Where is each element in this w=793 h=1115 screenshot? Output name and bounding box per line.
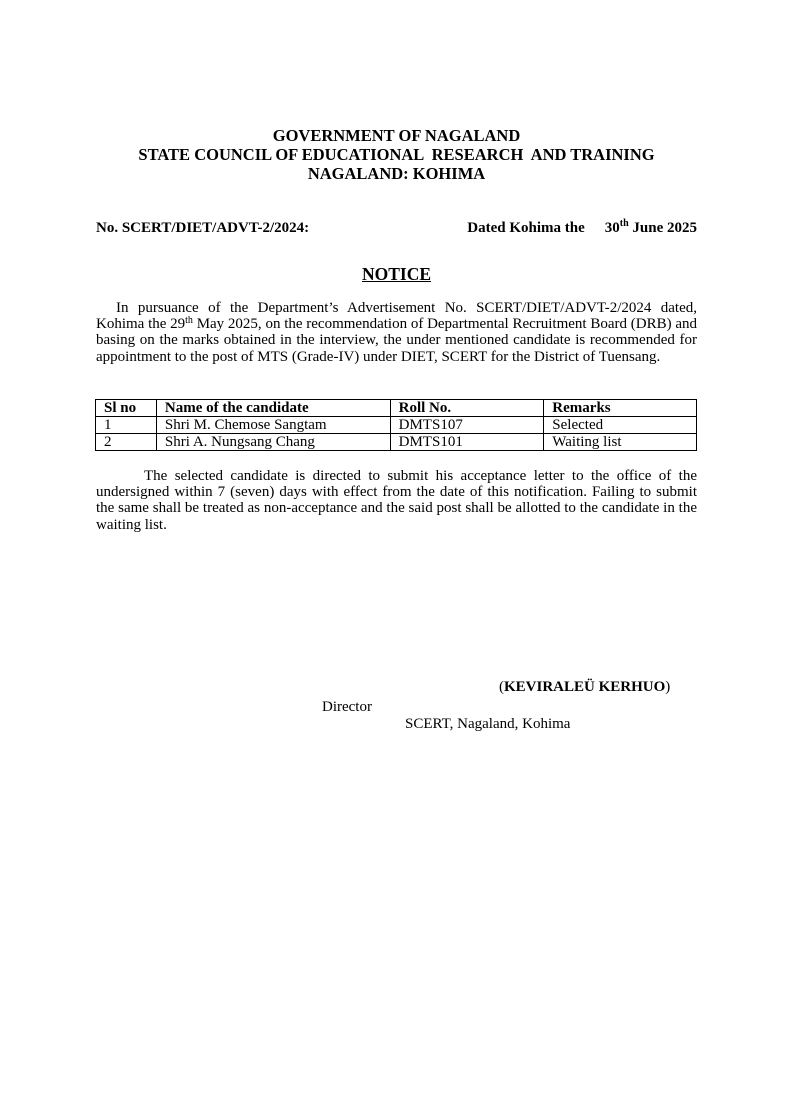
cell-roll-no: DMTS107	[390, 417, 544, 434]
letterhead-council: STATE COUNCIL OF EDUCATIONAL RESEARCH AND TRAINING	[138, 145, 655, 164]
table-row	[96, 417, 697, 434]
column-header-sl-no: Sl no	[96, 400, 157, 417]
directive-text: The selected candidate is directed to submit his acceptance letter to the office of the undersigned within 7 (seven) days with effect from the date of this notification. Failing to submit the same shall be treated as non-acceptance and the said post shall be allotted to the candidate in the waiting list.	[96, 468, 697, 533]
notice-date	[467, 218, 697, 238]
cell-name: Shri M. Chemose Sangtam	[156, 417, 390, 434]
cell-name: Shri A. Nungsang Chang	[156, 434, 390, 451]
column-header-remarks: Remarks	[544, 400, 697, 417]
column-header-roll-no: Roll No.	[390, 400, 544, 417]
cell-roll-no: DMTS101	[390, 434, 544, 451]
candidates-table	[95, 399, 697, 451]
signatory-close-paren: )	[665, 679, 671, 695]
letterhead-government: GOVERNMENT OF NAGALAND	[272, 126, 521, 145]
date-prefix: Dated Kohima the	[467, 220, 585, 236]
signatory-office: SCERT, Nagaland, Kohima	[405, 716, 571, 732]
cell-sl-no: 1	[96, 417, 157, 434]
signatory-name-line	[499, 679, 670, 696]
notice-title: NOTICE	[361, 264, 432, 284]
recommendation-date-suffix: th	[185, 315, 193, 327]
table-row	[96, 434, 697, 451]
column-header-name: Name of the candidate	[156, 400, 390, 417]
signatory-name: KEVIRALEÜ KERHUO	[504, 679, 666, 695]
reference-number: No. SCERT/DIET/ADVT-2/2024:	[96, 220, 310, 236]
recommendation-paragraph	[96, 300, 697, 365]
cell-sl-no: 2	[96, 434, 157, 451]
recommendation-text-part2: May 2025, on the recommendation of Departmental Recruitment Board (DRB) and basing on the marks obtained in the interview, the under mentioned candidate is recommended for appointment to the post of MTS (Grade-IV) under DIET, SCERT for the District of Tuensang.	[96, 316, 697, 365]
date-day: 30	[604, 220, 620, 236]
recommendation-text-part1: In pursuance of the Department’s Advertisement No. SCERT/DIET/ADVT-2/2024 dated, Kohima the 29	[96, 300, 697, 333]
directive-paragraph	[96, 468, 697, 533]
date-day-suffix: th	[619, 218, 629, 229]
table-header-row	[96, 400, 697, 417]
cell-remarks: Selected	[544, 417, 697, 434]
signatory-title: Director	[322, 699, 372, 715]
cell-remarks: Waiting list	[544, 434, 697, 451]
letterhead	[0, 126, 793, 183]
signatory-open-paren: (	[499, 679, 504, 695]
date-month-year: June 2025	[628, 220, 697, 236]
letterhead-location: NAGALAND: KOHIMA	[307, 164, 486, 183]
